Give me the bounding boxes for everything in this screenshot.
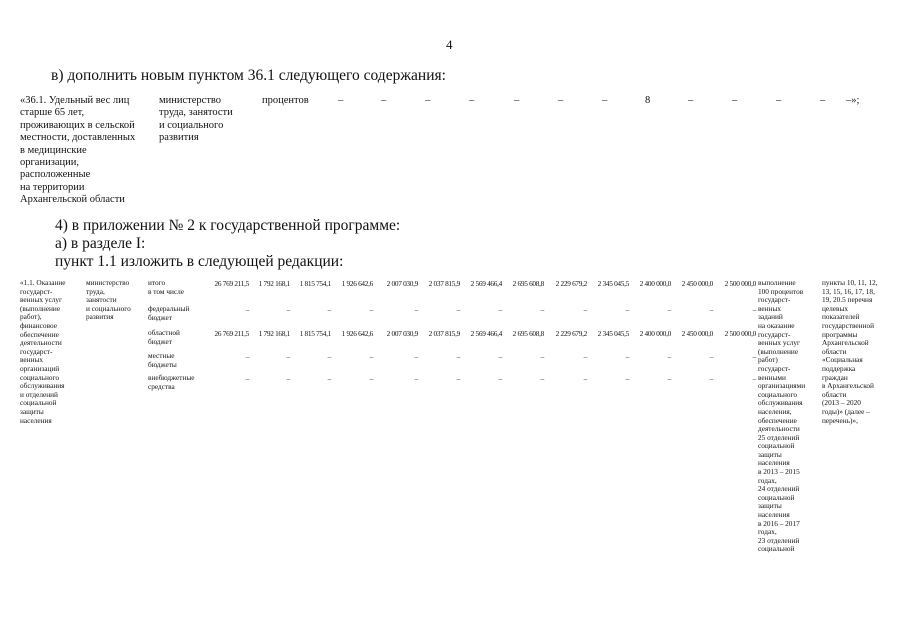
extrabudget-amount: – xyxy=(245,374,249,383)
regional-amount: 1 926 642,6 xyxy=(341,329,373,338)
regional-amount: 26 769 211,5 xyxy=(214,329,249,338)
indicator-executor: министерство труда, занятости и социального развития xyxy=(159,95,233,144)
activity-executor: министерство труда, занятости и социального развития xyxy=(86,278,131,322)
indicator-value: – xyxy=(469,95,475,106)
indicator-value: – xyxy=(602,95,608,106)
local-amount: – xyxy=(709,352,713,361)
activity-name: «1.1. Оказание государст- венных услуг (выполнение работ), финансовое обеспечение деятельности государст- венных организаций социального обслуживания и отделений социальной защиты населения xyxy=(20,278,66,425)
local-amount: – xyxy=(245,352,249,361)
indicator-value: – xyxy=(514,95,520,106)
source-regional: областной бюджет xyxy=(148,328,180,346)
local-amount: – xyxy=(456,352,460,361)
extrabudget-amount: – xyxy=(667,374,671,383)
local-amount: – xyxy=(752,352,756,361)
federal-amount: – xyxy=(583,305,587,314)
expected-result: выполнение 100 процентов государст- венных заданий на оказание государст- венных услуг (выполнение работ) государст- венными организациями социального обслуживания населения, обеспечение деятельности 25 отделений социальной защиты населения в 2013 – 2015 годах, 24 отделений социальной защиты населения в 2016 – 2017 годах, 23 отделений социальной xyxy=(758,278,806,554)
total-amount: 2 345 045,5 xyxy=(597,279,629,288)
regional-amount: 2 400 000,0 xyxy=(639,329,671,338)
indicator-value: – xyxy=(820,95,826,106)
regional-amount: 2 569 466,4 xyxy=(470,329,502,338)
total-amount: 2 229 679,2 xyxy=(555,279,587,288)
local-amount: – xyxy=(625,352,629,361)
extrabudget-amount: – xyxy=(752,374,756,383)
federal-amount: – xyxy=(245,305,249,314)
total-amount: 2 695 608,8 xyxy=(512,279,544,288)
indicator-value: – xyxy=(732,95,738,106)
indicator-unit: процентов xyxy=(262,95,309,106)
extrabudget-amount: – xyxy=(625,374,629,383)
extrabudget-amount: – xyxy=(540,374,544,383)
federal-amount: – xyxy=(369,305,373,314)
total-amount: 2 500 000,0 xyxy=(724,279,756,288)
total-amount: 2 569 466,4 xyxy=(470,279,502,288)
total-amount: 1 792 168,1 xyxy=(258,279,290,288)
amendment-heading: в) дополнить новым пунктом 36.1 следующего содержания: xyxy=(51,67,446,84)
federal-amount: – xyxy=(498,305,502,314)
total-amount: 1 926 642,6 xyxy=(341,279,373,288)
indicator-name: «36.1. Удельный вес лиц старше 65 лет, проживающих в сельской местности, доставленных в медицинские организации, расположенные на территории Архангельской области xyxy=(20,95,136,206)
source-federal: федеральный бюджет xyxy=(148,304,190,322)
indicator-value: – xyxy=(381,95,387,106)
regional-amount: 2 450 000,0 xyxy=(681,329,713,338)
federal-amount: – xyxy=(286,305,290,314)
source-total: итого в том числе xyxy=(148,278,185,296)
federal-amount: – xyxy=(709,305,713,314)
extrabudget-amount: – xyxy=(414,374,418,383)
regional-amount: 2 500 000,0 xyxy=(724,329,756,338)
indicator-value: – xyxy=(776,95,782,106)
total-amount: 1 815 754,1 xyxy=(299,279,331,288)
local-amount: – xyxy=(498,352,502,361)
local-amount: – xyxy=(414,352,418,361)
paragraph-4a-text: пункт 1.1 изложить в следующей редакции: xyxy=(55,253,344,270)
local-amount: – xyxy=(667,352,671,361)
total-amount: 2 007 030,9 xyxy=(386,279,418,288)
regional-amount: 2 037 815,9 xyxy=(428,329,460,338)
federal-amount: – xyxy=(456,305,460,314)
indicator-closing: –»; xyxy=(846,95,860,106)
regional-amount: 2 695 608,8 xyxy=(512,329,544,338)
federal-amount: – xyxy=(625,305,629,314)
regional-amount: 1 815 754,1 xyxy=(299,329,331,338)
regional-amount: 2 345 045,5 xyxy=(597,329,629,338)
local-amount: – xyxy=(286,352,290,361)
local-amount: – xyxy=(369,352,373,361)
extrabudget-amount: – xyxy=(709,374,713,383)
extrabudget-amount: – xyxy=(583,374,587,383)
indicator-links: пункты 10, 11, 12, 13, 15, 16, 17, 18, 19, 20.5 перечня целевых показателей государственной программы Архангельской области «Социальная поддержка граждан в Архангельской области (2013 – 2020 годы)» (далее – перечень)», xyxy=(822,278,878,425)
federal-amount: – xyxy=(540,305,544,314)
paragraph-4: 4) в приложении № 2 к государственной программе: xyxy=(55,217,401,234)
indicator-value: – xyxy=(688,95,694,106)
regional-amount: 2 229 679,2 xyxy=(555,329,587,338)
total-amount: 2 450 000,0 xyxy=(681,279,713,288)
extrabudget-amount: – xyxy=(369,374,373,383)
paragraph-4a: а) в разделе I: xyxy=(55,235,146,252)
total-amount: 26 769 211,5 xyxy=(214,279,249,288)
extrabudget-amount: – xyxy=(456,374,460,383)
extrabudget-amount: – xyxy=(498,374,502,383)
indicator-value: – xyxy=(338,95,344,106)
extrabudget-amount: – xyxy=(327,374,331,383)
federal-amount: – xyxy=(752,305,756,314)
extrabudget-amount: – xyxy=(286,374,290,383)
local-amount: – xyxy=(540,352,544,361)
indicator-value: 8 xyxy=(645,95,651,106)
total-amount: 2 037 815,9 xyxy=(428,279,460,288)
source-extrabudget: внебюджетные средства xyxy=(148,373,195,391)
regional-amount: 1 792 168,1 xyxy=(258,329,290,338)
source-local: местные бюджеты xyxy=(148,351,177,369)
local-amount: – xyxy=(327,352,331,361)
indicator-value: – xyxy=(558,95,564,106)
federal-amount: – xyxy=(414,305,418,314)
federal-amount: – xyxy=(327,305,331,314)
total-amount: 2 400 000,0 xyxy=(639,279,671,288)
regional-amount: 2 007 030,9 xyxy=(386,329,418,338)
indicator-value: – xyxy=(425,95,431,106)
page-number: 4 xyxy=(446,37,453,52)
local-amount: – xyxy=(583,352,587,361)
federal-amount: – xyxy=(667,305,671,314)
